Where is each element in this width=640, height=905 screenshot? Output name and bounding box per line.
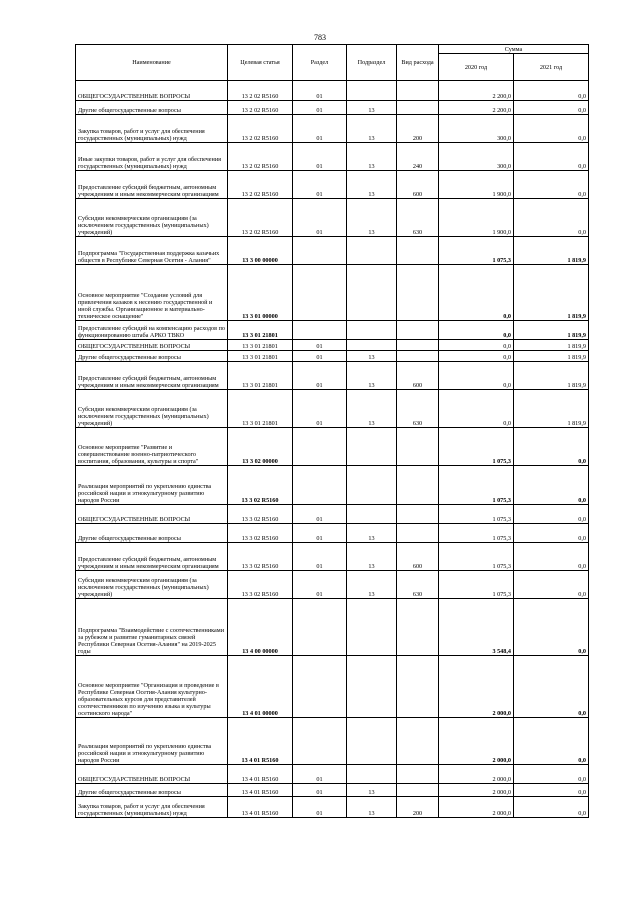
row-amount-2020: 2 200,0 (439, 81, 514, 101)
table-row (76, 524, 589, 543)
row-amount-2021: 1 819,9 (514, 237, 589, 265)
row-target-code: 13 4 01 R5160 (228, 797, 293, 818)
header-year-2020: 2020 год (439, 54, 514, 81)
row-name-cell: Предоставление субсидий на компенсацию расходов по функционированию штаба АРКО ТВКО (76, 321, 228, 340)
row-subsection-code (347, 466, 397, 505)
row-subsection-code (347, 428, 397, 466)
row-expense-type (397, 466, 439, 505)
row-name-cell: Реализация мероприятий по укреплению единства российской нации и этнокультурному развитию народов России (76, 718, 228, 765)
table-row (76, 199, 589, 237)
row-name-cell: Подпрограмма "Государственная поддержка казачьих обществ в Республике Северная Осетия - Алания" (76, 237, 228, 265)
table-row (76, 101, 589, 115)
row-amount-2021: 0,0 (514, 784, 589, 797)
row-section-code: 01 (293, 115, 347, 143)
row-target-code: 13 2 02 R5160 (228, 143, 293, 171)
row-name-cell: Другие общегосударственные вопросы (76, 784, 228, 797)
row-amount-2021: 0,0 (514, 199, 589, 237)
row-subsection-code (347, 265, 397, 321)
table-row (76, 237, 589, 265)
header-subsection: Подраздел (347, 45, 397, 81)
header-expense-type: Вид расхода (397, 45, 439, 81)
header-sum: Сумма (439, 45, 589, 54)
row-amount-2020: 0,0 (439, 351, 514, 362)
row-amount-2021: 1 819,9 (514, 362, 589, 390)
row-amount-2020: 0,0 (439, 321, 514, 340)
row-expense-type (397, 599, 439, 656)
header-section: Раздел (293, 45, 347, 81)
row-amount-2021: 0,0 (514, 101, 589, 115)
row-name-cell: Субсидии некоммерческим организациям (за исключением государственных (муниципальных) учреждений) (76, 390, 228, 428)
row-section-code: 01 (293, 199, 347, 237)
row-expense-type: 630 (397, 571, 439, 599)
row-subsection-code (347, 81, 397, 101)
row-section-code: 01 (293, 390, 347, 428)
row-section-code (293, 599, 347, 656)
row-amount-2021: 0,0 (514, 571, 589, 599)
row-subsection-code: 13 (347, 543, 397, 571)
table-row (76, 362, 589, 390)
row-expense-type (397, 321, 439, 340)
row-amount-2020: 2 000,0 (439, 765, 514, 784)
row-section-code (293, 428, 347, 466)
row-amount-2020: 2 000,0 (439, 784, 514, 797)
row-section-code (293, 656, 347, 718)
row-section-code: 01 (293, 524, 347, 543)
row-amount-2020: 1 075,3 (439, 505, 514, 524)
row-name-cell: ОБЩЕГОСУДАРСТВЕННЫЕ ВОПРОСЫ (76, 505, 228, 524)
row-section-code: 01 (293, 797, 347, 818)
row-amount-2020: 0,0 (439, 265, 514, 321)
row-section-code: 01 (293, 171, 347, 199)
row-amount-2021: 0,0 (514, 718, 589, 765)
row-name-cell: Закупка товаров, работ и услуг для обеспечения государственных (муниципальных) нужд (76, 115, 228, 143)
row-expense-type (397, 101, 439, 115)
row-section-code: 01 (293, 81, 347, 101)
row-name-cell: Другие общегосударственные вопросы (76, 524, 228, 543)
row-name-cell: ОБЩЕГОСУДАРСТВЕННЫЕ ВОПРОСЫ (76, 81, 228, 101)
row-expense-type: 600 (397, 543, 439, 571)
table-row (76, 265, 589, 321)
row-target-code: 13 3 01 21801 (228, 362, 293, 390)
row-amount-2021: 1 819,9 (514, 321, 589, 340)
row-amount-2020: 1 075,3 (439, 428, 514, 466)
row-section-code: 01 (293, 340, 347, 351)
row-expense-type (397, 265, 439, 321)
row-expense-type (397, 428, 439, 466)
row-section-code (293, 265, 347, 321)
row-target-code: 13 3 02 R5160 (228, 466, 293, 505)
row-amount-2021: 1 819,9 (514, 340, 589, 351)
row-amount-2021: 0,0 (514, 115, 589, 143)
table-row (76, 505, 589, 524)
row-target-code: 13 3 02 R5160 (228, 505, 293, 524)
row-target-code: 13 3 01 21801 (228, 340, 293, 351)
row-subsection-code: 13 (347, 143, 397, 171)
row-amount-2020: 2 000,0 (439, 718, 514, 765)
row-target-code: 13 4 01 00000 (228, 656, 293, 718)
row-target-code: 13 2 02 R5160 (228, 171, 293, 199)
header-name: Наименование (76, 45, 228, 81)
row-amount-2021: 1 819,9 (514, 351, 589, 362)
table-row (76, 466, 589, 505)
table-row (76, 143, 589, 171)
row-name-cell: Предоставление субсидий бюджетным, автономным учреждениям и иным некоммерческим организациям (76, 543, 228, 571)
row-target-code: 13 3 01 00000 (228, 265, 293, 321)
row-subsection-code: 13 (347, 571, 397, 599)
row-target-code: 13 4 00 00000 (228, 599, 293, 656)
row-subsection-code: 13 (347, 101, 397, 115)
row-amount-2020: 0,0 (439, 390, 514, 428)
row-expense-type (397, 340, 439, 351)
row-amount-2020: 1 075,3 (439, 237, 514, 265)
row-amount-2021: 0,0 (514, 599, 589, 656)
row-amount-2021: 0,0 (514, 505, 589, 524)
row-name-cell: Субсидии некоммерческим организациям (за исключением государственных (муниципальных) учреждений) (76, 199, 228, 237)
row-section-code: 01 (293, 571, 347, 599)
row-section-code (293, 718, 347, 765)
row-target-code: 13 4 01 R5160 (228, 718, 293, 765)
row-expense-type (397, 524, 439, 543)
row-expense-type: 200 (397, 115, 439, 143)
row-amount-2020: 2 200,0 (439, 101, 514, 115)
row-subsection-code (347, 237, 397, 265)
row-amount-2020: 1 075,3 (439, 524, 514, 543)
row-amount-2021: 0,0 (514, 797, 589, 818)
row-amount-2020: 1 900,0 (439, 199, 514, 237)
row-name-cell: Иные закупки товаров, работ и услуг для обеспечения государственных (муниципальных) нужд (76, 143, 228, 171)
row-name-cell: Основное мероприятие "Организация и проведение в Республике Северная Осетия-Алания культурно-образовательных курсов для представителей соотечественников по изучению языка и культуры осетинского народа" (76, 656, 228, 718)
row-amount-2020: 300,0 (439, 143, 514, 171)
row-target-code: 13 3 02 00000 (228, 428, 293, 466)
row-amount-2021: 0,0 (514, 656, 589, 718)
row-target-code: 13 3 01 21801 (228, 351, 293, 362)
row-amount-2021: 0,0 (514, 428, 589, 466)
row-amount-2020: 1 075,3 (439, 571, 514, 599)
table-row (76, 599, 589, 656)
row-target-code: 13 4 01 R5160 (228, 765, 293, 784)
row-name-cell: Другие общегосударственные вопросы (76, 101, 228, 115)
row-subsection-code: 13 (347, 351, 397, 362)
table-row (76, 81, 589, 101)
row-name-cell: Предоставление субсидий бюджетным, автономным учреждениям и иным некоммерческим организациям (76, 362, 228, 390)
table-row (76, 784, 589, 797)
row-target-code: 13 3 02 R5160 (228, 571, 293, 599)
row-name-cell: Основное мероприятие "Создание условий для привлечения казаков к несению государственной и иной службы. Организационное и материально-техническое оснащение" (76, 265, 228, 321)
row-name-cell: ОБЩЕГОСУДАРСТВЕННЫЕ ВОПРОСЫ (76, 340, 228, 351)
row-target-code: 13 2 02 R5160 (228, 115, 293, 143)
table-row (76, 340, 589, 351)
header-target: Целевая статья (228, 45, 293, 81)
row-name-cell: Другие общегосударственные вопросы (76, 351, 228, 362)
row-subsection-code: 13 (347, 784, 397, 797)
row-expense-type (397, 81, 439, 101)
row-target-code: 13 3 02 R5160 (228, 543, 293, 571)
row-expense-type (397, 351, 439, 362)
row-amount-2021: 1 819,9 (514, 390, 589, 428)
row-subsection-code: 13 (347, 524, 397, 543)
row-expense-type (397, 784, 439, 797)
row-name-cell: Подпрограмма "Взаимодействие с соотечественниками за рубежом и развитие гуманитарных связей Республики Северная Осетия-Алания" на 2019-2025 годы (76, 599, 228, 656)
row-section-code: 01 (293, 143, 347, 171)
row-subsection-code (347, 718, 397, 765)
row-expense-type (397, 718, 439, 765)
row-amount-2021: 0,0 (514, 466, 589, 505)
table-row (76, 718, 589, 765)
row-amount-2020: 0,0 (439, 362, 514, 390)
row-expense-type (397, 656, 439, 718)
row-expense-type (397, 765, 439, 784)
row-subsection-code (347, 321, 397, 340)
row-amount-2020: 1 075,3 (439, 466, 514, 505)
row-target-code: 13 4 01 R5160 (228, 784, 293, 797)
row-amount-2020: 2 000,0 (439, 797, 514, 818)
row-section-code (293, 237, 347, 265)
table-row (76, 797, 589, 818)
row-expense-type (397, 237, 439, 265)
row-subsection-code: 13 (347, 115, 397, 143)
table-row (76, 543, 589, 571)
row-subsection-code (347, 505, 397, 524)
row-target-code: 13 2 02 R5160 (228, 81, 293, 101)
row-subsection-code (347, 765, 397, 784)
row-target-code: 13 3 01 21801 (228, 390, 293, 428)
row-section-code: 01 (293, 351, 347, 362)
row-subsection-code (347, 599, 397, 656)
table-row (76, 351, 589, 362)
table-row (76, 765, 589, 784)
table-row (76, 321, 589, 340)
row-expense-type: 600 (397, 171, 439, 199)
row-expense-type: 240 (397, 143, 439, 171)
row-target-code: 13 3 01 21801 (228, 321, 293, 340)
row-target-code: 13 3 00 00000 (228, 237, 293, 265)
row-amount-2020: 1 900,0 (439, 171, 514, 199)
row-name-cell: Субсидии некоммерческим организациям (за исключением государственных (муниципальных) учреждений) (76, 571, 228, 599)
table-row (76, 656, 589, 718)
row-amount-2020: 0,0 (439, 340, 514, 351)
row-amount-2021: 0,0 (514, 171, 589, 199)
row-expense-type: 600 (397, 362, 439, 390)
row-name-cell: Основное мероприятие "Развитие и совершенствование военно-патриотического воспитания, образования, культуры и спорта" (76, 428, 228, 466)
row-target-code: 13 2 02 R5160 (228, 199, 293, 237)
row-name-cell: ОБЩЕГОСУДАРСТВЕННЫЕ ВОПРОСЫ (76, 765, 228, 784)
table-row (76, 115, 589, 143)
row-expense-type: 200 (397, 797, 439, 818)
table-row (76, 428, 589, 466)
row-subsection-code (347, 656, 397, 718)
row-amount-2021: 0,0 (514, 543, 589, 571)
row-section-code (293, 321, 347, 340)
row-amount-2020: 300,0 (439, 115, 514, 143)
row-section-code: 01 (293, 505, 347, 524)
row-target-code: 13 3 02 R5160 (228, 524, 293, 543)
row-amount-2021: 0,0 (514, 524, 589, 543)
row-amount-2020: 3 548,4 (439, 599, 514, 656)
row-amount-2020: 2 000,0 (439, 656, 514, 718)
row-expense-type (397, 505, 439, 524)
row-expense-type: 630 (397, 199, 439, 237)
row-amount-2020: 1 075,3 (439, 543, 514, 571)
row-subsection-code: 13 (347, 797, 397, 818)
table-row (76, 171, 589, 199)
row-name-cell: Предоставление субсидий бюджетным, автономным учреждениям и иным некоммерческим организациям (76, 171, 228, 199)
row-amount-2021: 1 819,9 (514, 265, 589, 321)
row-amount-2021: 0,0 (514, 765, 589, 784)
row-amount-2021: 0,0 (514, 143, 589, 171)
row-subsection-code: 13 (347, 362, 397, 390)
header-year-2021: 2021 год (514, 54, 589, 81)
row-section-code: 01 (293, 362, 347, 390)
row-subsection-code (347, 340, 397, 351)
table-row (76, 390, 589, 428)
row-section-code: 01 (293, 765, 347, 784)
row-amount-2021: 0,0 (514, 81, 589, 101)
row-section-code (293, 466, 347, 505)
row-section-code: 01 (293, 101, 347, 115)
table-row (76, 571, 589, 599)
page-number: 783 (314, 33, 326, 42)
budget-table (75, 44, 589, 818)
row-target-code: 13 2 02 R5160 (228, 101, 293, 115)
row-name-cell: Закупка товаров, работ и услуг для обеспечения государственных (муниципальных) нужд (76, 797, 228, 818)
row-subsection-code: 13 (347, 390, 397, 428)
row-section-code: 01 (293, 543, 347, 571)
table-body (76, 81, 589, 818)
row-subsection-code: 13 (347, 199, 397, 237)
row-subsection-code: 13 (347, 171, 397, 199)
row-expense-type: 630 (397, 390, 439, 428)
row-name-cell: Реализация мероприятий по укреплению единства российской нации и этнокультурному развитию народов России (76, 466, 228, 505)
row-section-code: 01 (293, 784, 347, 797)
